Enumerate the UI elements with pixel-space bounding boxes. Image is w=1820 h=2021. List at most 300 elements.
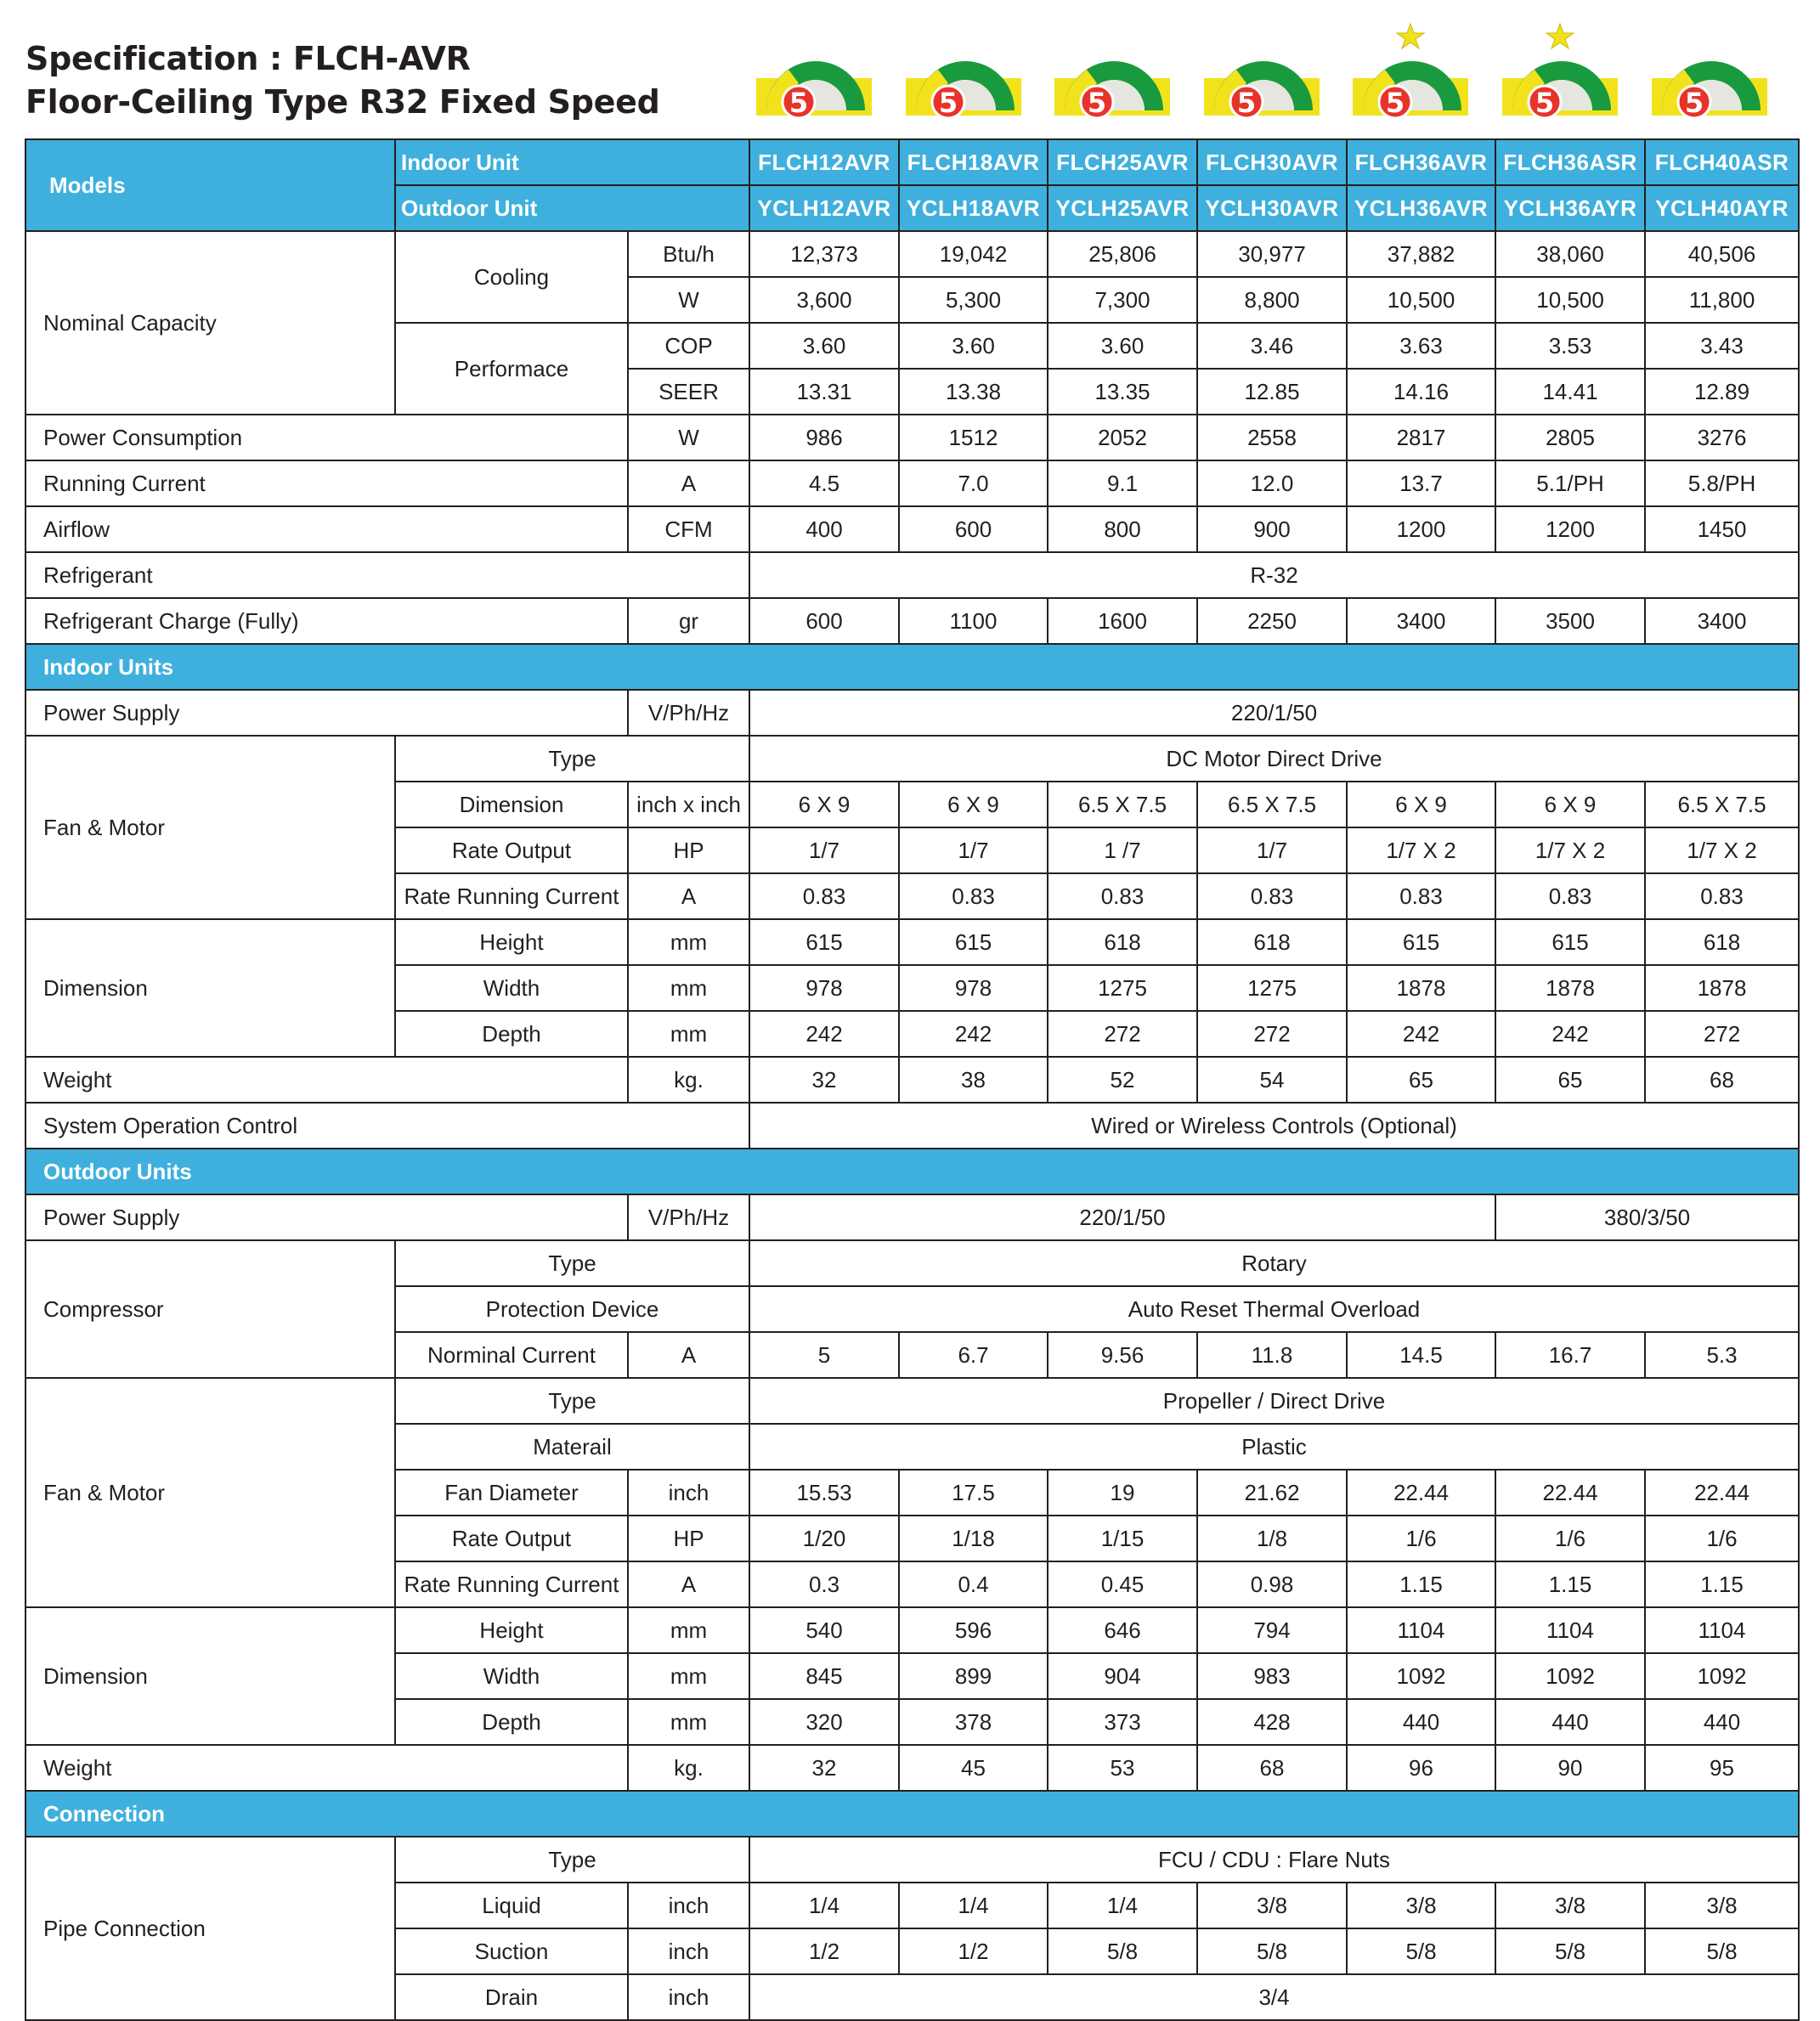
merged-value-cell: 220/1/50	[749, 1194, 1495, 1240]
value-cell: 618	[1645, 919, 1799, 965]
value-cell: 7,300	[1048, 277, 1197, 323]
indoor-unit-header: Indoor Unit	[395, 139, 749, 185]
row-label: Power Supply	[25, 1194, 628, 1240]
unit-cell: inch	[628, 1928, 749, 1974]
indoor-model-header: FLCH12AVR	[749, 139, 899, 185]
value-cell: 32	[749, 1057, 899, 1103]
value-cell: 13.35	[1048, 369, 1197, 415]
unit-cell: SEER	[628, 369, 749, 415]
unit-cell: mm	[628, 965, 749, 1011]
merged-value-cell: Propeller / Direct Drive	[749, 1378, 1799, 1424]
value-cell: 37,882	[1347, 231, 1495, 277]
value-cell: 6.5 X 7.5	[1197, 782, 1347, 827]
value-cell: 3.46	[1197, 323, 1347, 369]
value-cell: 25,806	[1048, 231, 1197, 277]
value-cell: 11,800	[1645, 277, 1799, 323]
row-label: Compressor	[25, 1240, 395, 1378]
unit-cell: A	[628, 1561, 749, 1607]
row-label: Fan & Motor	[25, 1378, 395, 1607]
models-header: Models	[25, 139, 395, 231]
page-title	[25, 37, 660, 124]
value-cell: 21.62	[1197, 1470, 1347, 1516]
row-label: Refrigerant	[25, 552, 749, 598]
section-header-outdoor: Outdoor Units	[25, 1149, 1799, 1194]
sub-label: Type	[395, 736, 749, 782]
value-cell: 30,977	[1197, 231, 1347, 277]
value-cell: 65	[1495, 1057, 1645, 1103]
value-cell: 596	[899, 1607, 1048, 1653]
value-cell: 0.83	[1197, 873, 1347, 919]
value-cell: 1092	[1645, 1653, 1799, 1699]
value-cell: 3.53	[1495, 323, 1645, 369]
value-cell: 1092	[1347, 1653, 1495, 1699]
merged-value-cell: DC Motor Direct Drive	[749, 736, 1799, 782]
value-cell: 5/8	[1347, 1928, 1495, 1974]
specification-table	[25, 138, 1800, 2021]
table-row	[25, 919, 1799, 965]
value-cell: 800	[1048, 506, 1197, 552]
table-row	[25, 506, 1799, 552]
value-cell: 904	[1048, 1653, 1197, 1699]
row-label: Fan & Motor	[25, 736, 395, 919]
indoor-model-header: FLCH25AVR	[1048, 139, 1197, 185]
value-cell: 986	[749, 415, 899, 460]
value-cell: 0.83	[1347, 873, 1495, 919]
value-cell: 5	[749, 1332, 899, 1378]
value-cell: 0.83	[1645, 873, 1799, 919]
unit-cell: gr	[628, 598, 749, 644]
sub-label: Liquid	[395, 1883, 628, 1928]
table-row	[25, 736, 1799, 782]
value-cell: 3400	[1347, 598, 1495, 644]
unit-cell: inch	[628, 1470, 749, 1516]
value-cell: 1/7 X 2	[1347, 827, 1495, 873]
value-cell: 45	[899, 1745, 1048, 1791]
value-cell: 22.44	[1645, 1470, 1799, 1516]
value-cell: 1878	[1495, 965, 1645, 1011]
value-cell: 6 X 9	[899, 782, 1048, 827]
value-cell: 1/6	[1495, 1516, 1645, 1561]
value-cell: 1104	[1347, 1607, 1495, 1653]
value-cell: 3400	[1645, 598, 1799, 644]
sub-label: Rate Running Current	[395, 1561, 628, 1607]
unit-cell: mm	[628, 919, 749, 965]
row-label: Dimension	[25, 919, 395, 1057]
energy-label-badge	[755, 8, 873, 136]
unit-cell: inch x inch	[628, 782, 749, 827]
value-cell: 5.3	[1645, 1332, 1799, 1378]
sub-label: Rate Output	[395, 1516, 628, 1561]
row-label: Refrigerant Charge (Fully)	[25, 598, 628, 644]
value-cell: 1/15	[1048, 1516, 1197, 1561]
value-cell: 1275	[1048, 965, 1197, 1011]
rating-number: 5	[1385, 87, 1405, 119]
sub-label: Depth	[395, 1699, 628, 1745]
value-cell: 14.16	[1347, 369, 1495, 415]
value-cell: 900	[1197, 506, 1347, 552]
unit-cell: kg.	[628, 1745, 749, 1791]
value-cell: 14.5	[1347, 1332, 1495, 1378]
value-cell: 5/8	[1495, 1928, 1645, 1974]
value-cell: 5,300	[899, 277, 1048, 323]
value-cell: 13.31	[749, 369, 899, 415]
energy-label-badge	[1351, 8, 1470, 136]
table-row	[25, 690, 1799, 736]
value-cell: 52	[1048, 1057, 1197, 1103]
value-cell: 1.15	[1645, 1561, 1799, 1607]
rating-number: 5	[938, 87, 958, 119]
value-cell: 373	[1048, 1699, 1197, 1745]
table-row	[25, 1745, 1799, 1791]
value-cell: 17.5	[899, 1470, 1048, 1516]
value-cell: 14.41	[1495, 369, 1645, 415]
value-cell: 978	[749, 965, 899, 1011]
value-cell: 13.7	[1347, 460, 1495, 506]
value-cell: 899	[899, 1653, 1048, 1699]
indoor-model-header: FLCH18AVR	[899, 139, 1048, 185]
value-cell: 38,060	[1495, 231, 1645, 277]
value-cell: 38	[899, 1057, 1048, 1103]
unit-cell: CFM	[628, 506, 749, 552]
value-cell: 1092	[1495, 1653, 1645, 1699]
merged-value-cell: 380/3/50	[1495, 1194, 1799, 1240]
value-cell: 40,506	[1645, 231, 1799, 277]
sub-label: Suction	[395, 1928, 628, 1974]
value-cell: 1/4	[749, 1883, 899, 1928]
value-cell: 615	[749, 919, 899, 965]
value-cell: 2805	[1495, 415, 1645, 460]
sub-label: Type	[395, 1837, 749, 1883]
value-cell: 3.43	[1645, 323, 1799, 369]
value-cell: 68	[1645, 1057, 1799, 1103]
merged-value-cell: R-32	[749, 552, 1799, 598]
unit-cell: HP	[628, 1516, 749, 1561]
value-cell: 615	[1495, 919, 1645, 965]
value-cell: 272	[1645, 1011, 1799, 1057]
sub-label: Width	[395, 965, 628, 1011]
unit-cell: HP	[628, 827, 749, 873]
value-cell: 5/8	[1048, 1928, 1197, 1974]
value-cell: 5.8/PH	[1645, 460, 1799, 506]
outdoor-model-header: YCLH25AVR	[1048, 185, 1197, 231]
value-cell: 1.15	[1347, 1561, 1495, 1607]
star-icon	[1546, 24, 1574, 48]
energy-label-badge	[1501, 8, 1619, 136]
value-cell: 440	[1495, 1699, 1645, 1745]
unit-cell: Btu/h	[628, 231, 749, 277]
value-cell: 0.83	[899, 873, 1048, 919]
sub-label: Rate Running Current	[395, 873, 628, 919]
value-cell: 6 X 9	[749, 782, 899, 827]
row-label: Nominal Capacity	[25, 231, 395, 415]
value-cell: 440	[1645, 1699, 1799, 1745]
value-cell: 22.44	[1347, 1470, 1495, 1516]
merged-value-cell: Rotary	[749, 1240, 1799, 1286]
value-cell: 1878	[1347, 965, 1495, 1011]
value-cell: 618	[1197, 919, 1347, 965]
value-cell: 1/2	[749, 1928, 899, 1974]
sub-label: Type	[395, 1240, 749, 1286]
value-cell: 68	[1197, 1745, 1347, 1791]
rating-number: 5	[1236, 87, 1257, 119]
sub-label: Depth	[395, 1011, 628, 1057]
unit-cell: V/Ph/Hz	[628, 690, 749, 736]
sub-label: Rate Output	[395, 827, 628, 873]
sub-label: Height	[395, 919, 628, 965]
value-cell: 6 X 9	[1495, 782, 1645, 827]
value-cell: 96	[1347, 1745, 1495, 1791]
section-row	[25, 1149, 1799, 1194]
value-cell: 2817	[1347, 415, 1495, 460]
value-cell: 400	[749, 506, 899, 552]
value-cell: 1/4	[899, 1883, 1048, 1928]
value-cell: 9.1	[1048, 460, 1197, 506]
unit-cell: mm	[628, 1699, 749, 1745]
value-cell: 3500	[1495, 598, 1645, 644]
value-cell: 440	[1347, 1699, 1495, 1745]
value-cell: 242	[899, 1011, 1048, 1057]
merged-value-cell: Auto Reset Thermal Overload	[749, 1286, 1799, 1332]
value-cell: 242	[1347, 1011, 1495, 1057]
value-cell: 320	[749, 1699, 899, 1745]
value-cell: 22.44	[1495, 1470, 1645, 1516]
unit-cell: W	[628, 415, 749, 460]
value-cell: 54	[1197, 1057, 1347, 1103]
value-cell: 1/2	[899, 1928, 1048, 1974]
unit-cell: inch	[628, 1974, 749, 2020]
value-cell: 1/7	[899, 827, 1048, 873]
value-cell: 1 /7	[1048, 827, 1197, 873]
unit-cell: inch	[628, 1883, 749, 1928]
sub-label: Performace	[395, 323, 628, 415]
value-cell: 6 X 9	[1347, 782, 1495, 827]
value-cell: 242	[749, 1011, 899, 1057]
outdoor-model-header: YCLH36AVR	[1347, 185, 1495, 231]
value-cell: 242	[1495, 1011, 1645, 1057]
merged-value-cell: 220/1/50	[749, 690, 1799, 736]
star-icon	[1397, 24, 1424, 48]
sub-label: Drain	[395, 1974, 628, 2020]
value-cell: 1450	[1645, 506, 1799, 552]
indoor-model-header: FLCH36ASR	[1495, 139, 1645, 185]
rating-number: 5	[1535, 87, 1555, 119]
value-cell: 32	[749, 1745, 899, 1791]
value-cell: 615	[899, 919, 1048, 965]
sub-label: Fan Diameter	[395, 1470, 628, 1516]
value-cell: 600	[899, 506, 1048, 552]
value-cell: 53	[1048, 1745, 1197, 1791]
unit-cell: kg.	[628, 1057, 749, 1103]
sub-label: Height	[395, 1607, 628, 1653]
table-row	[25, 231, 1799, 277]
energy-label-badge	[904, 8, 1023, 136]
value-cell: 1200	[1495, 506, 1645, 552]
value-cell: 378	[899, 1699, 1048, 1745]
value-cell: 0.83	[749, 873, 899, 919]
energy-label-badge	[1650, 8, 1769, 136]
value-cell: 11.8	[1197, 1332, 1347, 1378]
value-cell: 978	[899, 965, 1048, 1011]
value-cell: 7.0	[899, 460, 1048, 506]
value-cell: 5/8	[1197, 1928, 1347, 1974]
unit-cell: A	[628, 1332, 749, 1378]
value-cell: 1878	[1645, 965, 1799, 1011]
merged-value-cell: Plastic	[749, 1424, 1799, 1470]
value-cell: 12.85	[1197, 369, 1347, 415]
sub-label: Dimension	[395, 782, 628, 827]
section-row	[25, 644, 1799, 690]
merged-value-cell: FCU / CDU : Flare Nuts	[749, 1837, 1799, 1883]
value-cell: 6.7	[899, 1332, 1048, 1378]
outdoor-model-header: YCLH40AYR	[1645, 185, 1799, 231]
unit-cell: A	[628, 460, 749, 506]
title-line-1: Specification : FLCH-AVR	[25, 40, 471, 77]
value-cell: 3/8	[1197, 1883, 1347, 1928]
value-cell: 6.5 X 7.5	[1645, 782, 1799, 827]
value-cell: 19	[1048, 1470, 1197, 1516]
value-cell: 0.83	[1495, 873, 1645, 919]
rating-number: 5	[788, 87, 809, 119]
rating-number: 5	[1684, 87, 1704, 119]
value-cell: 95	[1645, 1745, 1799, 1791]
header-row	[25, 139, 1799, 185]
energy-label-badge	[1053, 8, 1172, 136]
value-cell: 3/8	[1495, 1883, 1645, 1928]
value-cell: 2052	[1048, 415, 1197, 460]
value-cell: 272	[1197, 1011, 1347, 1057]
value-cell: 12.0	[1197, 460, 1347, 506]
energy-label-badge	[1202, 8, 1321, 136]
value-cell: 540	[749, 1607, 899, 1653]
value-cell: 3.60	[1048, 323, 1197, 369]
table-row	[25, 415, 1799, 460]
merged-value-cell: 3/4	[749, 1974, 1799, 2020]
value-cell: 1512	[899, 415, 1048, 460]
value-cell: 272	[1048, 1011, 1197, 1057]
table-row	[25, 460, 1799, 506]
table-row	[25, 1057, 1799, 1103]
outdoor-model-header: YCLH18AVR	[899, 185, 1048, 231]
table-row	[25, 1194, 1799, 1240]
sub-label: Materail	[395, 1424, 749, 1470]
row-label: Running Current	[25, 460, 628, 506]
value-cell: 1/7	[1197, 827, 1347, 873]
row-label: System Operation Control	[25, 1103, 749, 1149]
unit-cell: COP	[628, 323, 749, 369]
value-cell: 615	[1347, 919, 1495, 965]
row-label: Weight	[25, 1745, 628, 1791]
value-cell: 4.5	[749, 460, 899, 506]
value-cell: 3/8	[1645, 1883, 1799, 1928]
value-cell: 1275	[1197, 965, 1347, 1011]
value-cell: 90	[1495, 1745, 1645, 1791]
unit-cell: W	[628, 277, 749, 323]
value-cell: 0.4	[899, 1561, 1048, 1607]
table-row	[25, 1240, 1799, 1286]
value-cell: 13.38	[899, 369, 1048, 415]
indoor-model-header: FLCH30AVR	[1197, 139, 1347, 185]
sub-label: Protection Device	[395, 1286, 749, 1332]
value-cell: 3.60	[749, 323, 899, 369]
outdoor-model-header: YCLH36AYR	[1495, 185, 1645, 231]
value-cell: 1.15	[1495, 1561, 1645, 1607]
value-cell: 3.63	[1347, 323, 1495, 369]
value-cell: 845	[749, 1653, 899, 1699]
value-cell: 15.53	[749, 1470, 899, 1516]
value-cell: 1/7 X 2	[1645, 827, 1799, 873]
indoor-model-header: FLCH40ASR	[1645, 139, 1799, 185]
value-cell: 618	[1048, 919, 1197, 965]
value-cell: 3.60	[899, 323, 1048, 369]
row-label: Airflow	[25, 506, 628, 552]
sub-label: Norminal Current	[395, 1332, 628, 1378]
unit-cell: mm	[628, 1607, 749, 1653]
table-row	[25, 1103, 1799, 1149]
outdoor-model-header: YCLH12AVR	[749, 185, 899, 231]
value-cell: 794	[1197, 1607, 1347, 1653]
row-label: Weight	[25, 1057, 628, 1103]
value-cell: 16.7	[1495, 1332, 1645, 1378]
value-cell: 428	[1197, 1699, 1347, 1745]
value-cell: 1104	[1495, 1607, 1645, 1653]
outdoor-model-header: YCLH30AVR	[1197, 185, 1347, 231]
section-header-indoor: Indoor Units	[25, 644, 1799, 690]
sub-label: Cooling	[395, 231, 628, 323]
value-cell: 1104	[1645, 1607, 1799, 1653]
outdoor-unit-header: Outdoor Unit	[395, 185, 749, 231]
value-cell: 0.3	[749, 1561, 899, 1607]
value-cell: 1/18	[899, 1516, 1048, 1561]
value-cell: 10,500	[1347, 277, 1495, 323]
sub-label: Width	[395, 1653, 628, 1699]
value-cell: 0.98	[1197, 1561, 1347, 1607]
value-cell: 1100	[899, 598, 1048, 644]
table-row	[25, 1607, 1799, 1653]
row-label: Dimension	[25, 1607, 395, 1745]
value-cell: 1/8	[1197, 1516, 1347, 1561]
indoor-model-header: FLCH36AVR	[1347, 139, 1495, 185]
value-cell: 3/8	[1347, 1883, 1495, 1928]
value-cell: 10,500	[1495, 277, 1645, 323]
value-cell: 1/4	[1048, 1883, 1197, 1928]
value-cell: 2250	[1197, 598, 1347, 644]
section-header-connection: Connection	[25, 1791, 1799, 1837]
value-cell: 1/7	[749, 827, 899, 873]
row-label: Pipe Connection	[25, 1837, 395, 2020]
value-cell: 3276	[1645, 415, 1799, 460]
table-row	[25, 1837, 1799, 1883]
value-cell: 983	[1197, 1653, 1347, 1699]
rating-number: 5	[1087, 87, 1107, 119]
table-row	[25, 1378, 1799, 1424]
value-cell: 19,042	[899, 231, 1048, 277]
value-cell: 65	[1347, 1057, 1495, 1103]
row-label: Power Consumption	[25, 415, 628, 460]
unit-cell: mm	[628, 1653, 749, 1699]
value-cell: 9.56	[1048, 1332, 1197, 1378]
unit-cell: mm	[628, 1011, 749, 1057]
value-cell: 1200	[1347, 506, 1495, 552]
table-row	[25, 598, 1799, 644]
value-cell: 1/6	[1347, 1516, 1495, 1561]
unit-cell: V/Ph/Hz	[628, 1194, 749, 1240]
value-cell: 12.89	[1645, 369, 1799, 415]
section-row	[25, 1791, 1799, 1837]
value-cell: 1/6	[1645, 1516, 1799, 1561]
unit-cell: A	[628, 873, 749, 919]
value-cell: 8,800	[1197, 277, 1347, 323]
value-cell: 0.45	[1048, 1561, 1197, 1607]
